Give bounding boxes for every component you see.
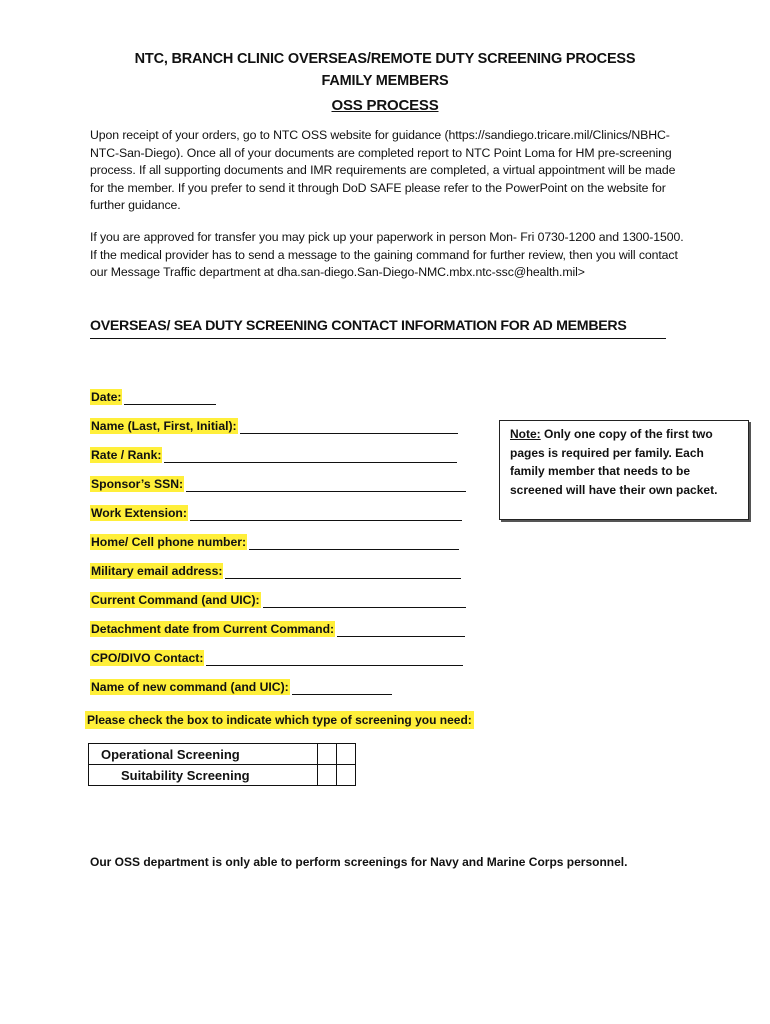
ssn-label: Sponsor’s SSN: [91,477,184,491]
detachment-date-label: Detachment date from Current Command: [91,622,335,636]
new-command-line[interactable] [292,681,392,695]
command-field[interactable] [90,592,466,608]
suitability-checkbox-2[interactable] [337,765,356,786]
intro-paragraph-2: If you are approved for transfer you may pick up your paperwork in person Mon- Fri 0730-1200 and 1300-1500. If the medical provider has to send a message to the gaining command for further review, then you will contact our Message Traffic department at dha.san-diego.San-Diego-NMC.mbx.ntc-ssc@health.mil> [90,230,684,279]
rate-field[interactable] [90,447,457,463]
date-label: Date: [91,390,122,404]
date-field[interactable] [90,389,216,405]
phone-label: Home/ Cell phone number: [91,535,247,549]
cpo-divo-label: CPO/DIVO Contact: [91,651,204,665]
form-subtitle: FAMILY MEMBERS [321,73,449,89]
name-field[interactable] [90,418,458,434]
command-line[interactable] [263,594,466,608]
rate-label: Rate / Rank: [91,448,162,462]
intro-paragraph-1: Upon receipt of your orders, go to NTC OSS website for guidance (https://sandiego.tricare.mil/Clinics/NBHC-NTC-San-Diego). Once all of your documents are completed report to NTC Point Loma for HM pre-screening process. If all supporting documents and IMR requirements are completed, a virtual appointment will be made for the member. If you prefer to send it through DoD SAFE please refer to the PowerPoint on the website for further guidance. [90,128,676,212]
operational-checkbox-2[interactable] [337,744,356,765]
work-extension-line[interactable] [190,507,462,521]
note-label: Note: [510,427,541,441]
note-box [499,420,749,520]
detachment-date-line[interactable] [337,623,465,637]
work-extension-field[interactable] [90,505,462,521]
screening-instruction: Please check the box to indicate which type of screening you need: [87,713,472,727]
name-label: Name (Last, First, Initial): [91,419,237,433]
screening-row-suitability [89,765,356,786]
suitability-checkbox[interactable] [318,765,337,786]
footer-note: Our OSS department is only able to perform screenings for Navy and Marine Corps personnel. [90,855,628,869]
note-text: Only one copy of the first two pages is required per family. Each family member that needs to be screened will have their own packet. [510,427,718,497]
work-extension-label: Work Extension: [91,506,187,520]
form-title: NTC, BRANCH CLINIC OVERSEAS/REMOTE DUTY SCREENING PROCESS [134,51,636,67]
email-line[interactable] [225,565,461,579]
screening-row-operational [89,744,356,765]
section-heading: OVERSEAS/ SEA DUTY SCREENING CONTACT INFORMATION FOR AD MEMBERS [90,318,666,339]
email-field[interactable] [90,563,461,579]
name-line[interactable] [240,420,458,434]
command-label: Current Command (and UIC): [91,593,260,607]
detachment-date-field[interactable] [90,621,465,637]
screening-type-table [88,743,356,786]
cpo-divo-line[interactable] [206,652,463,666]
ssn-field[interactable] [90,476,466,492]
new-command-field[interactable] [90,679,392,695]
date-line[interactable] [124,391,216,405]
operational-checkbox[interactable] [318,744,337,765]
new-command-label: Name of new command (and UIC): [91,680,289,694]
cpo-divo-field[interactable] [90,650,463,666]
email-label: Military email address: [91,564,223,578]
ssn-line[interactable] [186,478,466,492]
operational-screening-label: Operational Screening [89,744,318,765]
rate-line[interactable] [164,449,457,463]
process-heading: OSS PROCESS [331,97,439,114]
phone-line[interactable] [249,536,459,550]
suitability-screening-label: Suitability Screening [89,765,318,786]
phone-field[interactable] [90,534,459,550]
